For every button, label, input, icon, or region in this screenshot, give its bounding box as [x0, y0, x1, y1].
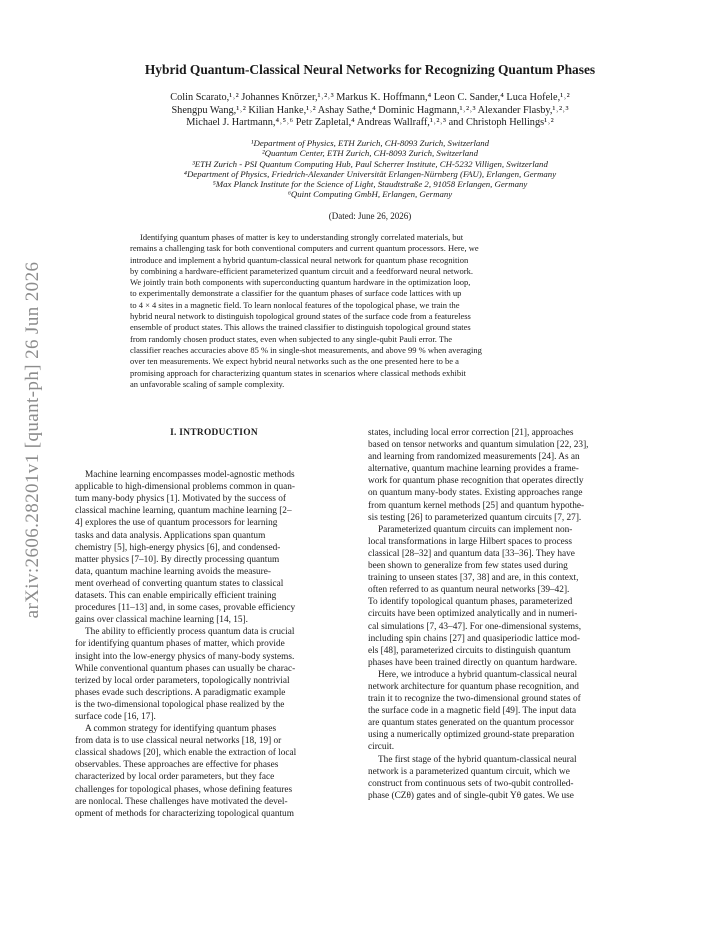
abstract-line: an unfavorable scaling of sample complexity. — [130, 378, 285, 389]
text-line: The ability to efficiently process quantum data is crucial — [85, 627, 295, 638]
text-line: gains over classical machine learning [14, 15]. — [75, 615, 248, 626]
abstract-line: introduce and implement a hybrid quantum-classical neural network for quantum phase recognition — [130, 254, 469, 265]
text-line: applicable to high-dimensional problems common in quan- — [75, 482, 295, 493]
author-list — [70, 92, 670, 130]
text-line: characterized by local order parameters, but they face — [75, 772, 275, 783]
text-line: Machine learning encompasses model-agnostic methods — [85, 470, 295, 481]
author-line: Shengpu Wang,¹˒² Kilian Hanke,¹˒² Ashay Sathe,⁴ Dominic Hagmann,¹˒²˒³ Alexander Flasby,¹˒²˒³ — [171, 104, 569, 116]
author-line: Colin Scarato,¹˒² Johannes Knörzer,¹˒²˒³ Markus K. Hoffmann,⁴ Leon C. Sander,⁴ Luca Hofele,¹˒² — [170, 92, 570, 103]
text-line: train it to recognize the two-dimensional ground states of — [368, 694, 581, 705]
text-line: often referred to as quantum neural networks [39–42]. — [368, 585, 570, 596]
text-line: work for quantum phase recognition that operates directly — [368, 476, 584, 487]
abstract-line: hybrid neural network to distinguish topological ground states of the surface code from a featureless — [130, 311, 471, 322]
text-line: and learning from randomized measurements [24]. As an — [368, 452, 580, 463]
text-line: network architecture for quantum phase recognition, and — [368, 681, 579, 692]
paragraph — [75, 469, 353, 626]
affiliation: ⁴Department of Physics, Friedrich-Alexander Universität Erlangen-Nürnberg (FAU), Erlangen, Germany — [183, 168, 557, 179]
text-line: the surface code in a magnetic field [49]. The input data — [368, 706, 577, 717]
text-line: tasks and data analysis. Applications span quantum — [75, 530, 266, 541]
text-line: training to unseen states [37, 38] and are, in this context, — [368, 573, 579, 584]
right-column — [368, 427, 648, 802]
text-line: is the two-dimensional topological phase realized by the — [75, 699, 285, 710]
text-line: procedures [11–13] and, in some cases, provable efficiency — [75, 603, 296, 614]
abstract — [130, 232, 596, 390]
right-column-body — [368, 427, 648, 802]
text-line: on quantum many-body states. Existing approaches range — [368, 488, 583, 499]
text-line: observables. These approaches are effective for phases — [75, 760, 279, 771]
text-line: The first stage of the hybrid quantum-classical neural — [378, 754, 577, 765]
affiliation: ²Quantum Center, ETH Zurich, CH-8093 Zurich, Switzerland — [262, 148, 478, 159]
text-line: tum many-body physics [1]. Motivated by the success of — [75, 494, 286, 505]
date-line: (Dated: June 26, 2026) — [328, 211, 412, 221]
text-line: matter physics [7–10]. By directly processing quantum — [75, 554, 280, 565]
author-line: Michael J. Hartmann,⁴˒⁵˒⁶ Petr Zapletal,⁴ Andreas Wallraff,¹˒²˒³ and Christoph Hellings¹˒² — [186, 117, 554, 129]
paper-title: Hybrid Quantum-Classical Neural Networks for Recognizing Quantum Phases — [144, 62, 596, 77]
text-line: Parameterized quantum circuits can implement non- — [378, 524, 573, 535]
text-line: for identifying quantum phases of matter, which provide — [75, 639, 285, 650]
paragraph — [368, 669, 648, 754]
text-line: classical shadows [20], which enable the extraction of local — [75, 748, 297, 759]
text-line: from data is to use classical neural networks [18, 19] or — [75, 736, 282, 747]
text-line: datasets. This can enable empirically efficient training — [75, 591, 277, 602]
text-line: are nonlocal. These challenges have motivated the devel- — [75, 796, 288, 807]
text-line: els [48], parameterized circuits to distinguish quantum — [368, 645, 571, 656]
abstract-line: remains a challenging task for both conventional computers and current quantum processors. Here, we — [130, 243, 479, 254]
affiliation: ¹Department of Physics, ETH Zurich, CH-8093 Zurich, Switzerland — [250, 138, 490, 148]
affiliation-list — [70, 138, 670, 200]
text-line: surface code [16, 17]. — [75, 711, 156, 722]
abstract-line: classifier reaches accuracies above 85 % in single-shot measurements, and above 99 % when averaging — [130, 344, 482, 355]
section-heading: I. INTRODUCTION — [170, 428, 258, 438]
arxiv-sidebar-stamp — [8, 250, 58, 630]
left-column — [75, 427, 353, 820]
text-line: network is a parameterized quantum circuit, which we — [368, 766, 570, 777]
text-line: phase (CZθ) gates and of single-qubit Yθ gates. We use — [368, 790, 574, 801]
abstract-line: to experimentally demonstrate a classifier for the quantum phases of surface code lattices with up — [130, 288, 462, 299]
abstract-line: promising approach for characterizing quantum states in scenarios where classical methods exhibit — [130, 367, 466, 378]
text-line: To identify topological quantum phases, parameterized — [368, 597, 573, 608]
text-line: classical machine learning, quantum machine learning [2– — [75, 506, 292, 517]
paragraph — [368, 427, 648, 524]
affiliation: ⁶Quint Computing GmbH, Erlangen, Germany — [287, 189, 453, 200]
abstract-line: Identifying quantum phases of matter is key to understanding strongly correlated materials, but — [140, 232, 464, 242]
abstract-line: ensemble of product states. This allows the trained classifier to distinguish topological ground states — [130, 322, 471, 333]
text-line: based on tensor networks and quantum simulation [22, 23], — [368, 440, 589, 451]
text-line: challenges for topological phases, whose defining features — [75, 784, 293, 795]
text-line: opment of methods for characterizing topological quantum — [75, 808, 294, 819]
abstract-line: by combining a hardware-efficient parameterized quantum circuit and a feedforward neural network. — [130, 265, 473, 276]
abstract-line: We jointly train both components with superconducting quantum hardware in the optimization loop, — [130, 277, 471, 288]
paragraph — [75, 723, 353, 820]
text-line: 4] explores the use of quantum processors for learning — [75, 518, 278, 529]
text-line: sis testing [26] to parameterized quantum circuits [7, 27]. — [368, 512, 582, 523]
text-line: While conventional quantum phases can usually be charac- — [75, 663, 296, 674]
text-line: circuits have been optimized analytically and in numeri- — [368, 609, 578, 620]
text-line: classical [28–32] and quantum data [33–36]. They have — [368, 548, 575, 559]
text-line: phases have been trained directly on quantum hardware. — [368, 657, 578, 668]
text-line: chemistry [5], high-energy physics [6], and condensed- — [75, 542, 281, 553]
text-line: data, quantum machine learning avoids the measure- — [75, 566, 271, 577]
text-line: construct from continuous sets of two-qubit controlled- — [368, 778, 574, 789]
text-line: circuit. — [368, 742, 395, 753]
text-line: alternative, quantum machine learning provides a frame- — [368, 464, 579, 475]
affiliation: ³ETH Zurich - PSI Quantum Computing Hub, Paul Scherrer Institute, CH-5232 Villigen, Switzerland — [192, 158, 548, 169]
text-line: insight into the low-energy physics of many-body systems. — [75, 651, 295, 662]
text-line: been shown to generalize from few states used during — [368, 561, 568, 572]
left-column-body — [75, 469, 353, 820]
text-line: local transformations in large Hilbert spaces to process — [368, 536, 573, 547]
text-line: phases evade such descriptions. A paradigmatic example — [75, 687, 286, 698]
abstract-line: from randomly chosen product states, even when subjected to any single-qubit Pauli error. The — [130, 333, 453, 344]
text-line: terized by local order parameters, topologically nontrivial — [75, 675, 290, 686]
paragraph — [75, 626, 353, 723]
text-line: including spin chains [27] and quasiperiodic lattice mod- — [368, 633, 580, 644]
paragraph — [368, 754, 648, 802]
paragraph — [368, 524, 648, 669]
text-line: A common strategy for identifying quantum phases — [85, 724, 277, 735]
text-line: using a numerically optimized ground-state preparation — [368, 730, 575, 741]
text-line: are quantum states generated on the quantum processor — [368, 718, 574, 729]
text-line: from quantum kernel methods [25] and quantum hypothe- — [368, 500, 585, 511]
abstract-line: to 4 × 4 sites in a magnetic field. To learn nonlocal features of the topological phase, we train the — [130, 299, 460, 310]
arxiv-identifier: arXiv:2606.28201v1 [quant-ph] 26 Jun 2026 — [22, 261, 43, 619]
text-line: Here, we introduce a hybrid quantum-classical neural — [378, 669, 578, 680]
text-line: ment overhead of converting quantum states to classical — [75, 578, 284, 589]
text-line: states, including local error correction [21], approaches — [368, 428, 574, 438]
affiliation: ⁵Max Planck Institute for the Science of Light, Staudtstraße 2, 91058 Erlangen, Germany — [212, 179, 528, 190]
abstract-line: over ten measurements. We expect hybrid neural networks such as the one presented here to be a — [130, 356, 459, 367]
text-line: cal simulations [7, 43–47]. For one-dimensional systems, — [368, 621, 582, 632]
